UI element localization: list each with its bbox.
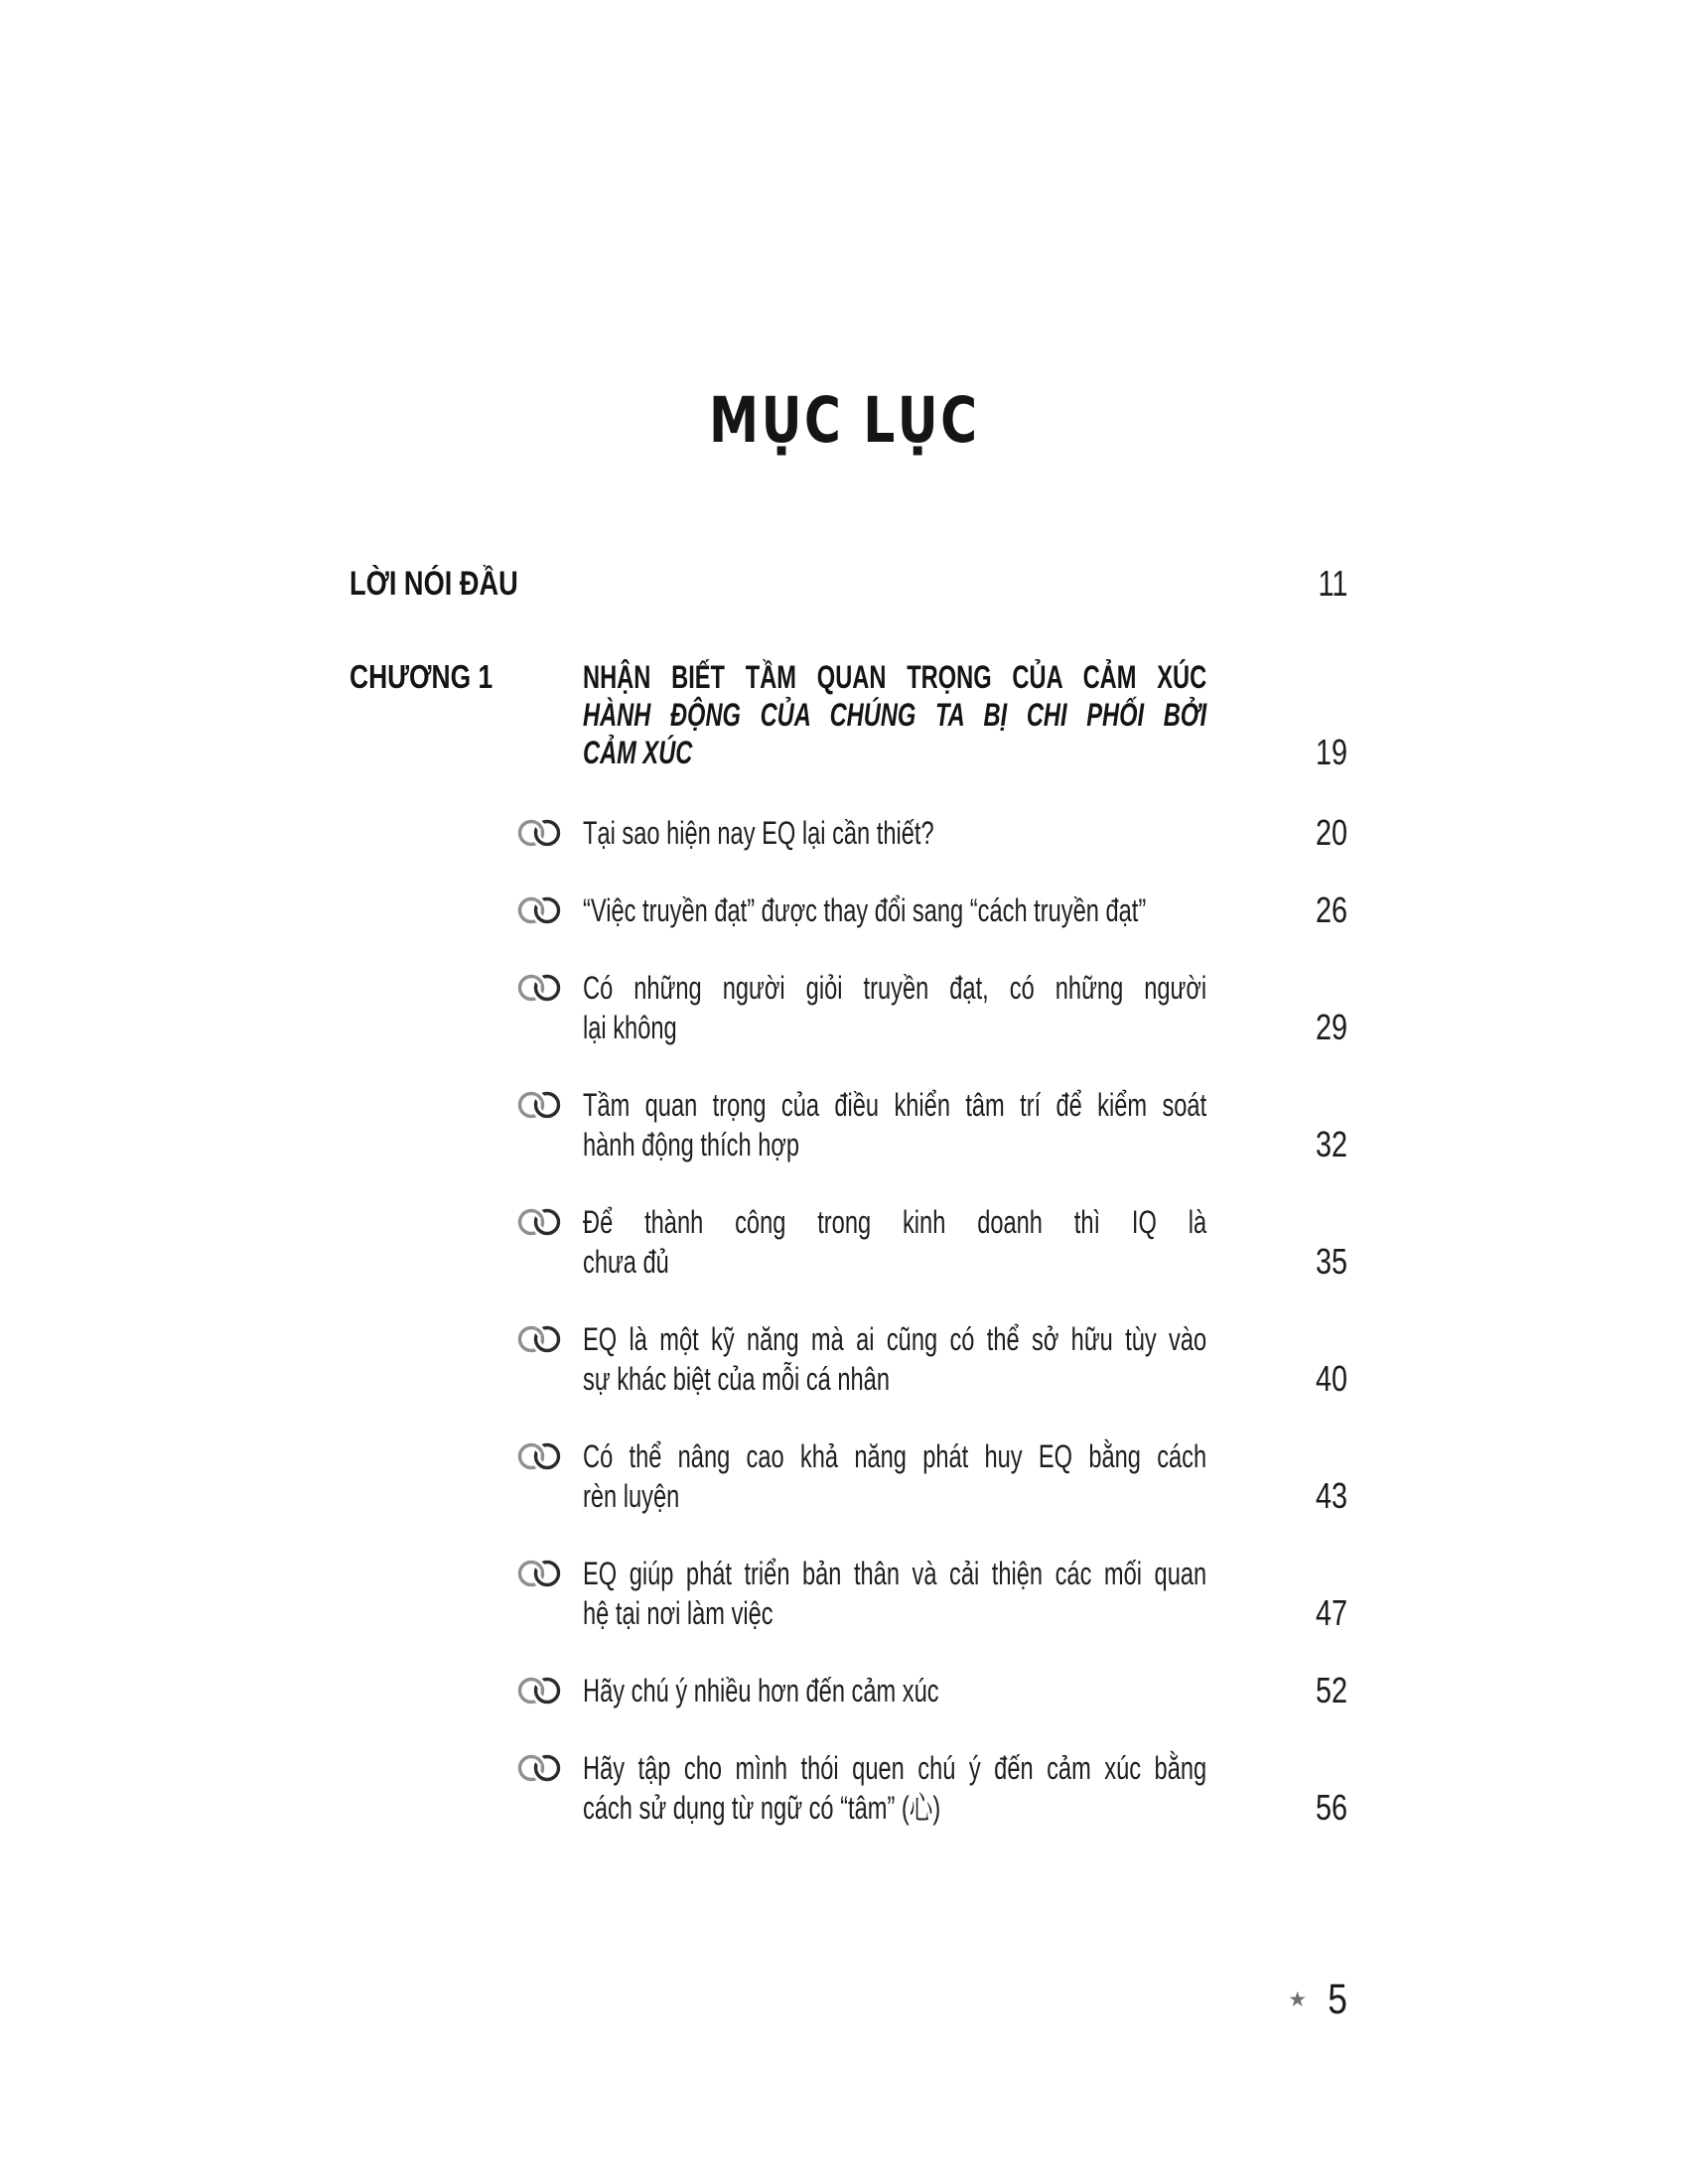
toc-entry-text: Có những người giỏi truyền đạt, có những người <box>583 970 1207 1006</box>
page-number: 19 <box>1315 732 1347 772</box>
toc-entry <box>516 1436 1347 1516</box>
toc-entry-text: cách sử dụng từ ngữ có “tâm” (心) <box>583 1790 941 1826</box>
toc-entry <box>516 1671 1347 1710</box>
toc-entry-text: Hãy tập cho mình thói quen chú ý đến cảm xúc bằng <box>583 1750 1207 1786</box>
page-number: 26 <box>1315 889 1347 930</box>
page-number: 47 <box>1315 1592 1347 1633</box>
interlocked-rings-icon <box>516 1324 562 1354</box>
toc-list <box>350 564 1347 1865</box>
toc-entry-text: lại không <box>583 1010 677 1045</box>
toc-entry <box>516 1748 1347 1828</box>
page-number: 35 <box>1315 1241 1347 1282</box>
toc-entry-text: Tầm quan trọng của điều khiển tâm trí để kiểm soát <box>583 1087 1207 1123</box>
toc-entry-text: EQ giúp phát triển bản thân và cải thiện các mối quan <box>583 1556 1207 1591</box>
toc-entry-text: chưa đủ <box>583 1244 669 1280</box>
toc-entry-text: hành động thích hợp <box>583 1127 800 1162</box>
page-title-text: MỤC LỤC <box>708 384 980 457</box>
toc-entry <box>516 968 1347 1047</box>
toc-entry-text: Tại sao hiện nay EQ lại cần thiết? <box>583 815 934 851</box>
page-number: 52 <box>1315 1670 1347 1710</box>
toc-entry <box>516 890 1347 930</box>
toc-entry-text: hệ tại nơi làm việc <box>583 1595 774 1631</box>
page-number: 20 <box>1315 812 1347 853</box>
interlocked-rings-icon <box>516 818 562 848</box>
toc-entry <box>516 1554 1347 1633</box>
interlocked-rings-icon <box>516 1441 562 1471</box>
chapter-title <box>583 658 1206 771</box>
page-title <box>0 384 1688 457</box>
chapter-subtitle-line: HÀNH ĐỘNG CỦA CHÚNG TA BỊ CHI PHỐI BỞI <box>583 697 1207 733</box>
page-number: 56 <box>1315 1787 1347 1828</box>
toc-entry <box>516 1202 1347 1282</box>
interlocked-rings-icon <box>516 1559 562 1588</box>
interlocked-rings-icon <box>516 973 562 1003</box>
interlocked-rings-icon <box>516 1090 562 1120</box>
chapter-title-line: NHẬN BIẾT TẦM QUAN TRỌNG CỦA CẢM XÚC <box>583 659 1207 695</box>
star-icon: ★ <box>1288 1986 1308 2011</box>
page-number: 29 <box>1315 1007 1347 1047</box>
toc-entry-text: “Việc truyền đạt” được thay đổi sang “cách truyền đạt” <box>583 892 1147 928</box>
toc-entry-preface <box>350 564 1347 604</box>
preface-label: LỜI NÓI ĐẦU <box>350 565 518 603</box>
toc-entry-text: Hãy chú ý nhiều hơn đến cảm xúc <box>583 1673 939 1708</box>
interlocked-rings-icon <box>516 1753 562 1783</box>
toc-entry-text: Có thể nâng cao khả năng phát huy EQ bằng cách <box>583 1438 1207 1474</box>
toc-entry-chapter-1 <box>350 658 1347 771</box>
toc-entry <box>516 1085 1347 1164</box>
toc-entry-text: EQ là một kỹ năng mà ai cũng có thể sở hữu tùy vào <box>583 1321 1207 1357</box>
toc-entry-text: rèn luyện <box>583 1478 680 1514</box>
page-number: 32 <box>1315 1124 1347 1164</box>
page-number: 40 <box>1315 1358 1347 1399</box>
interlocked-rings-icon <box>516 1207 562 1237</box>
chapter-subtitle-line: CẢM XÚC <box>583 735 693 770</box>
toc-entry <box>516 1319 1347 1399</box>
interlocked-rings-icon <box>516 1676 562 1706</box>
interlocked-rings-icon <box>516 895 562 925</box>
toc-entry-text: Để thành công trong kinh doanh thì IQ là <box>583 1204 1207 1240</box>
toc-entry-text: sự khác biệt của mỗi cá nhân <box>583 1361 890 1397</box>
chapter-label: CHƯƠNG 1 <box>350 658 493 695</box>
page-number: 43 <box>1315 1475 1347 1516</box>
page-number: 11 <box>1318 563 1347 604</box>
page-folio <box>1288 1974 1347 2025</box>
toc-entry <box>516 813 1347 853</box>
folio-page-number: 5 <box>1328 1975 1347 2023</box>
